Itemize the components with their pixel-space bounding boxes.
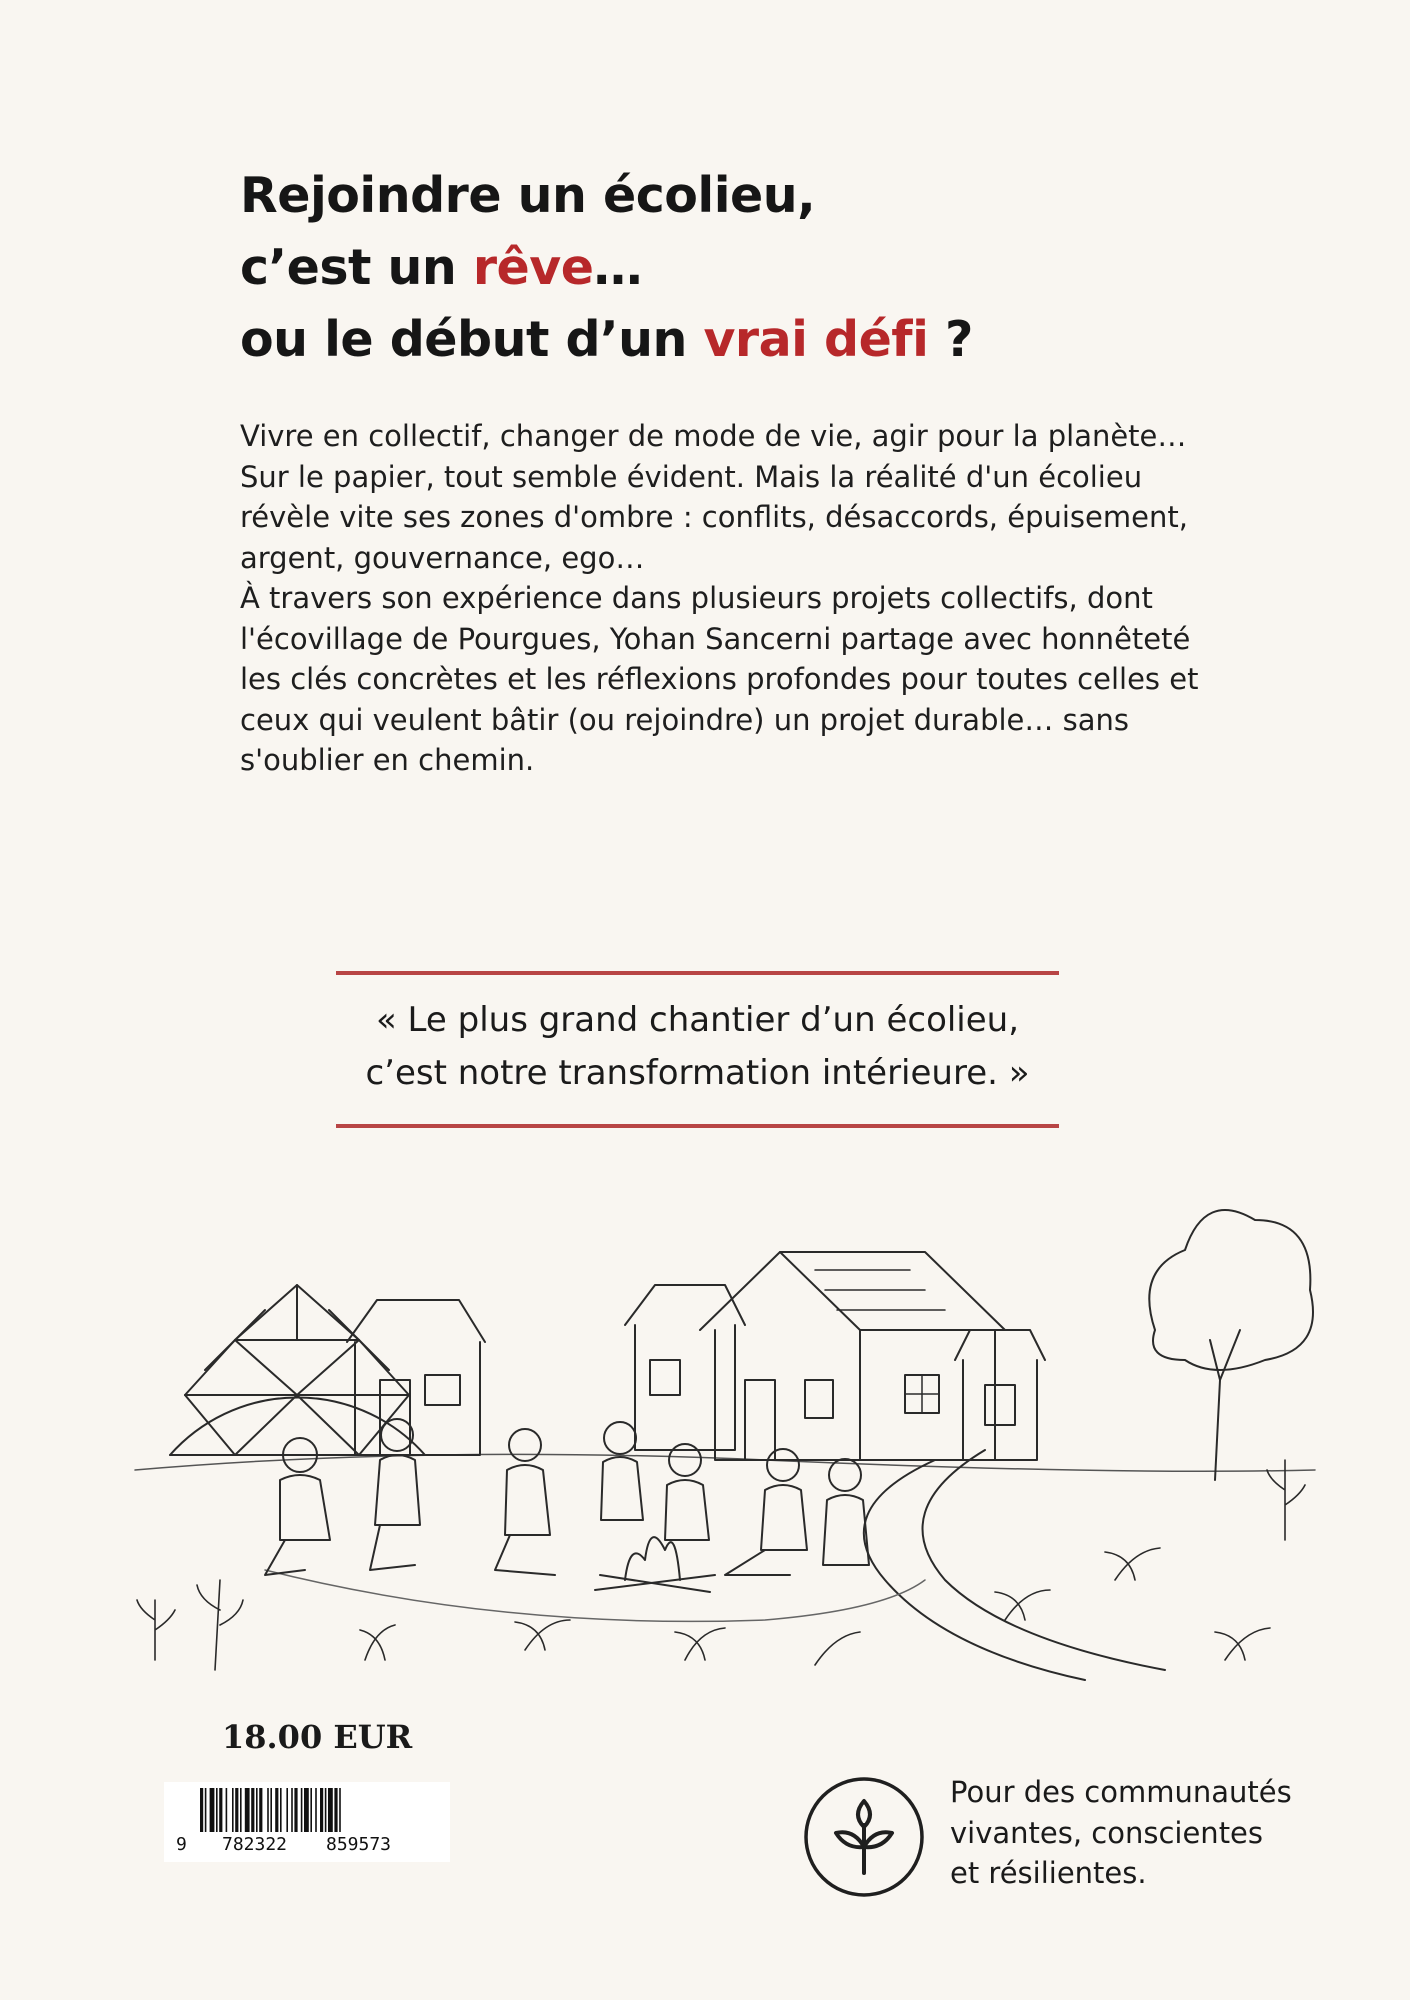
pull-quote [300, 994, 1095, 1100]
tagline [950, 1772, 1350, 1894]
barcode-bar [304, 1788, 309, 1832]
barcode-bar [226, 1788, 228, 1832]
headline-accent-defi: vrai défi [703, 311, 929, 368]
tagline-line-1: Pour des communautés [950, 1775, 1292, 1809]
barcode-bar [240, 1788, 242, 1832]
barcode-digits-group-1: 782322 [222, 1834, 288, 1855]
barcode-digits-group-2: 859573 [326, 1834, 392, 1855]
tagline-line-2: vivantes, conscientes [950, 1815, 1264, 1850]
barcode-bar [256, 1788, 258, 1832]
barcode-bars [164, 1782, 450, 1834]
headline-line-2 [240, 232, 1240, 304]
headline-accent-reve: rêve [472, 239, 594, 296]
small-house-middle [625, 1285, 745, 1450]
blurb-paragraph-3: À travers son expérience dans plusieurs projets collectifs, dont l'écovillage de Pourgues, Yohan Sancerni partage avec honnêteté les clés concrètes et les réflexions profondes pour toutes celles et ceux qui veulent bâtir (ou rejoindre) un projet durable… sans s'oublier en chemin. [240, 581, 1199, 777]
barcode-bar [339, 1788, 341, 1832]
pull-quote-line-2: c’est notre transformation intérieure. » [365, 1053, 1030, 1093]
quote-bottom-rule [336, 1124, 1059, 1128]
barcode-digit-first: 9 [176, 1834, 187, 1855]
barcode-bar [291, 1788, 293, 1832]
barcode-digits [164, 1834, 450, 1858]
tree [1149, 1210, 1313, 1480]
headline-line-2-start: c’est un [240, 239, 473, 296]
headline [240, 160, 1240, 376]
pull-quote-line-1: « Le plus grand chantier d’un écolieu, [375, 1000, 1020, 1040]
headline-line-3 [240, 304, 1240, 376]
barcode-bar [280, 1788, 282, 1832]
barcode-bar [301, 1788, 303, 1832]
barcode-bar [310, 1788, 312, 1832]
barcode-bar [205, 1788, 207, 1832]
barcode-bar [235, 1788, 238, 1832]
barcode-bar [232, 1788, 234, 1832]
barcode-bar [325, 1788, 327, 1832]
barcode-bar [320, 1788, 323, 1832]
barcode-bar [334, 1788, 337, 1832]
garden-shed [955, 1330, 1045, 1460]
barcode-bar [275, 1788, 278, 1832]
headline-line-3-start: ou le début d’un [240, 311, 704, 368]
barcode-bar [216, 1788, 218, 1832]
barcode-bar [245, 1788, 250, 1832]
tagline-line-3: et résilientes. [950, 1856, 1147, 1890]
barcode-bar [270, 1788, 272, 1832]
campfire [595, 1537, 715, 1592]
blurb-paragraph-2: Sur le papier, tout semble évident. Mais la réalité d'un écolieu révèle vite ses zones d'ombre : conflits, désaccords, épuisement, argent, gouvernance, ego… [240, 459, 1188, 575]
ecovillage-illustration [125, 1180, 1325, 1700]
barcode-bar [315, 1788, 317, 1832]
barcode-bar [259, 1788, 262, 1832]
barcode-bar [328, 1788, 333, 1832]
house-with-solar-panels [700, 1252, 1005, 1460]
isbn-barcode [164, 1782, 450, 1862]
headline-line-2-end: … [593, 239, 642, 296]
barcode-bar [219, 1788, 222, 1832]
barcode-bar [251, 1788, 254, 1832]
barcode-bar [200, 1788, 203, 1832]
blurb [240, 416, 1200, 781]
geodesic-dome [170, 1285, 425, 1455]
barcode-bar [294, 1788, 297, 1832]
barcode-bar [210, 1788, 215, 1832]
sprout-in-circle-icon [802, 1775, 926, 1899]
quote-top-rule [336, 971, 1059, 975]
blurb-paragraph-1: Vivre en collectif, changer de mode de vie, agir pour la planète… [240, 419, 1187, 453]
price: 18.00 EUR [222, 1718, 413, 1756]
garden-plants [137, 1460, 1305, 1670]
barcode-bar [286, 1788, 288, 1832]
barcode-bar [267, 1788, 269, 1832]
small-house-left [347, 1300, 485, 1455]
headline-line-1: Rejoindre un écolieu, [240, 167, 816, 224]
headline-line-3-end: ? [928, 311, 973, 368]
